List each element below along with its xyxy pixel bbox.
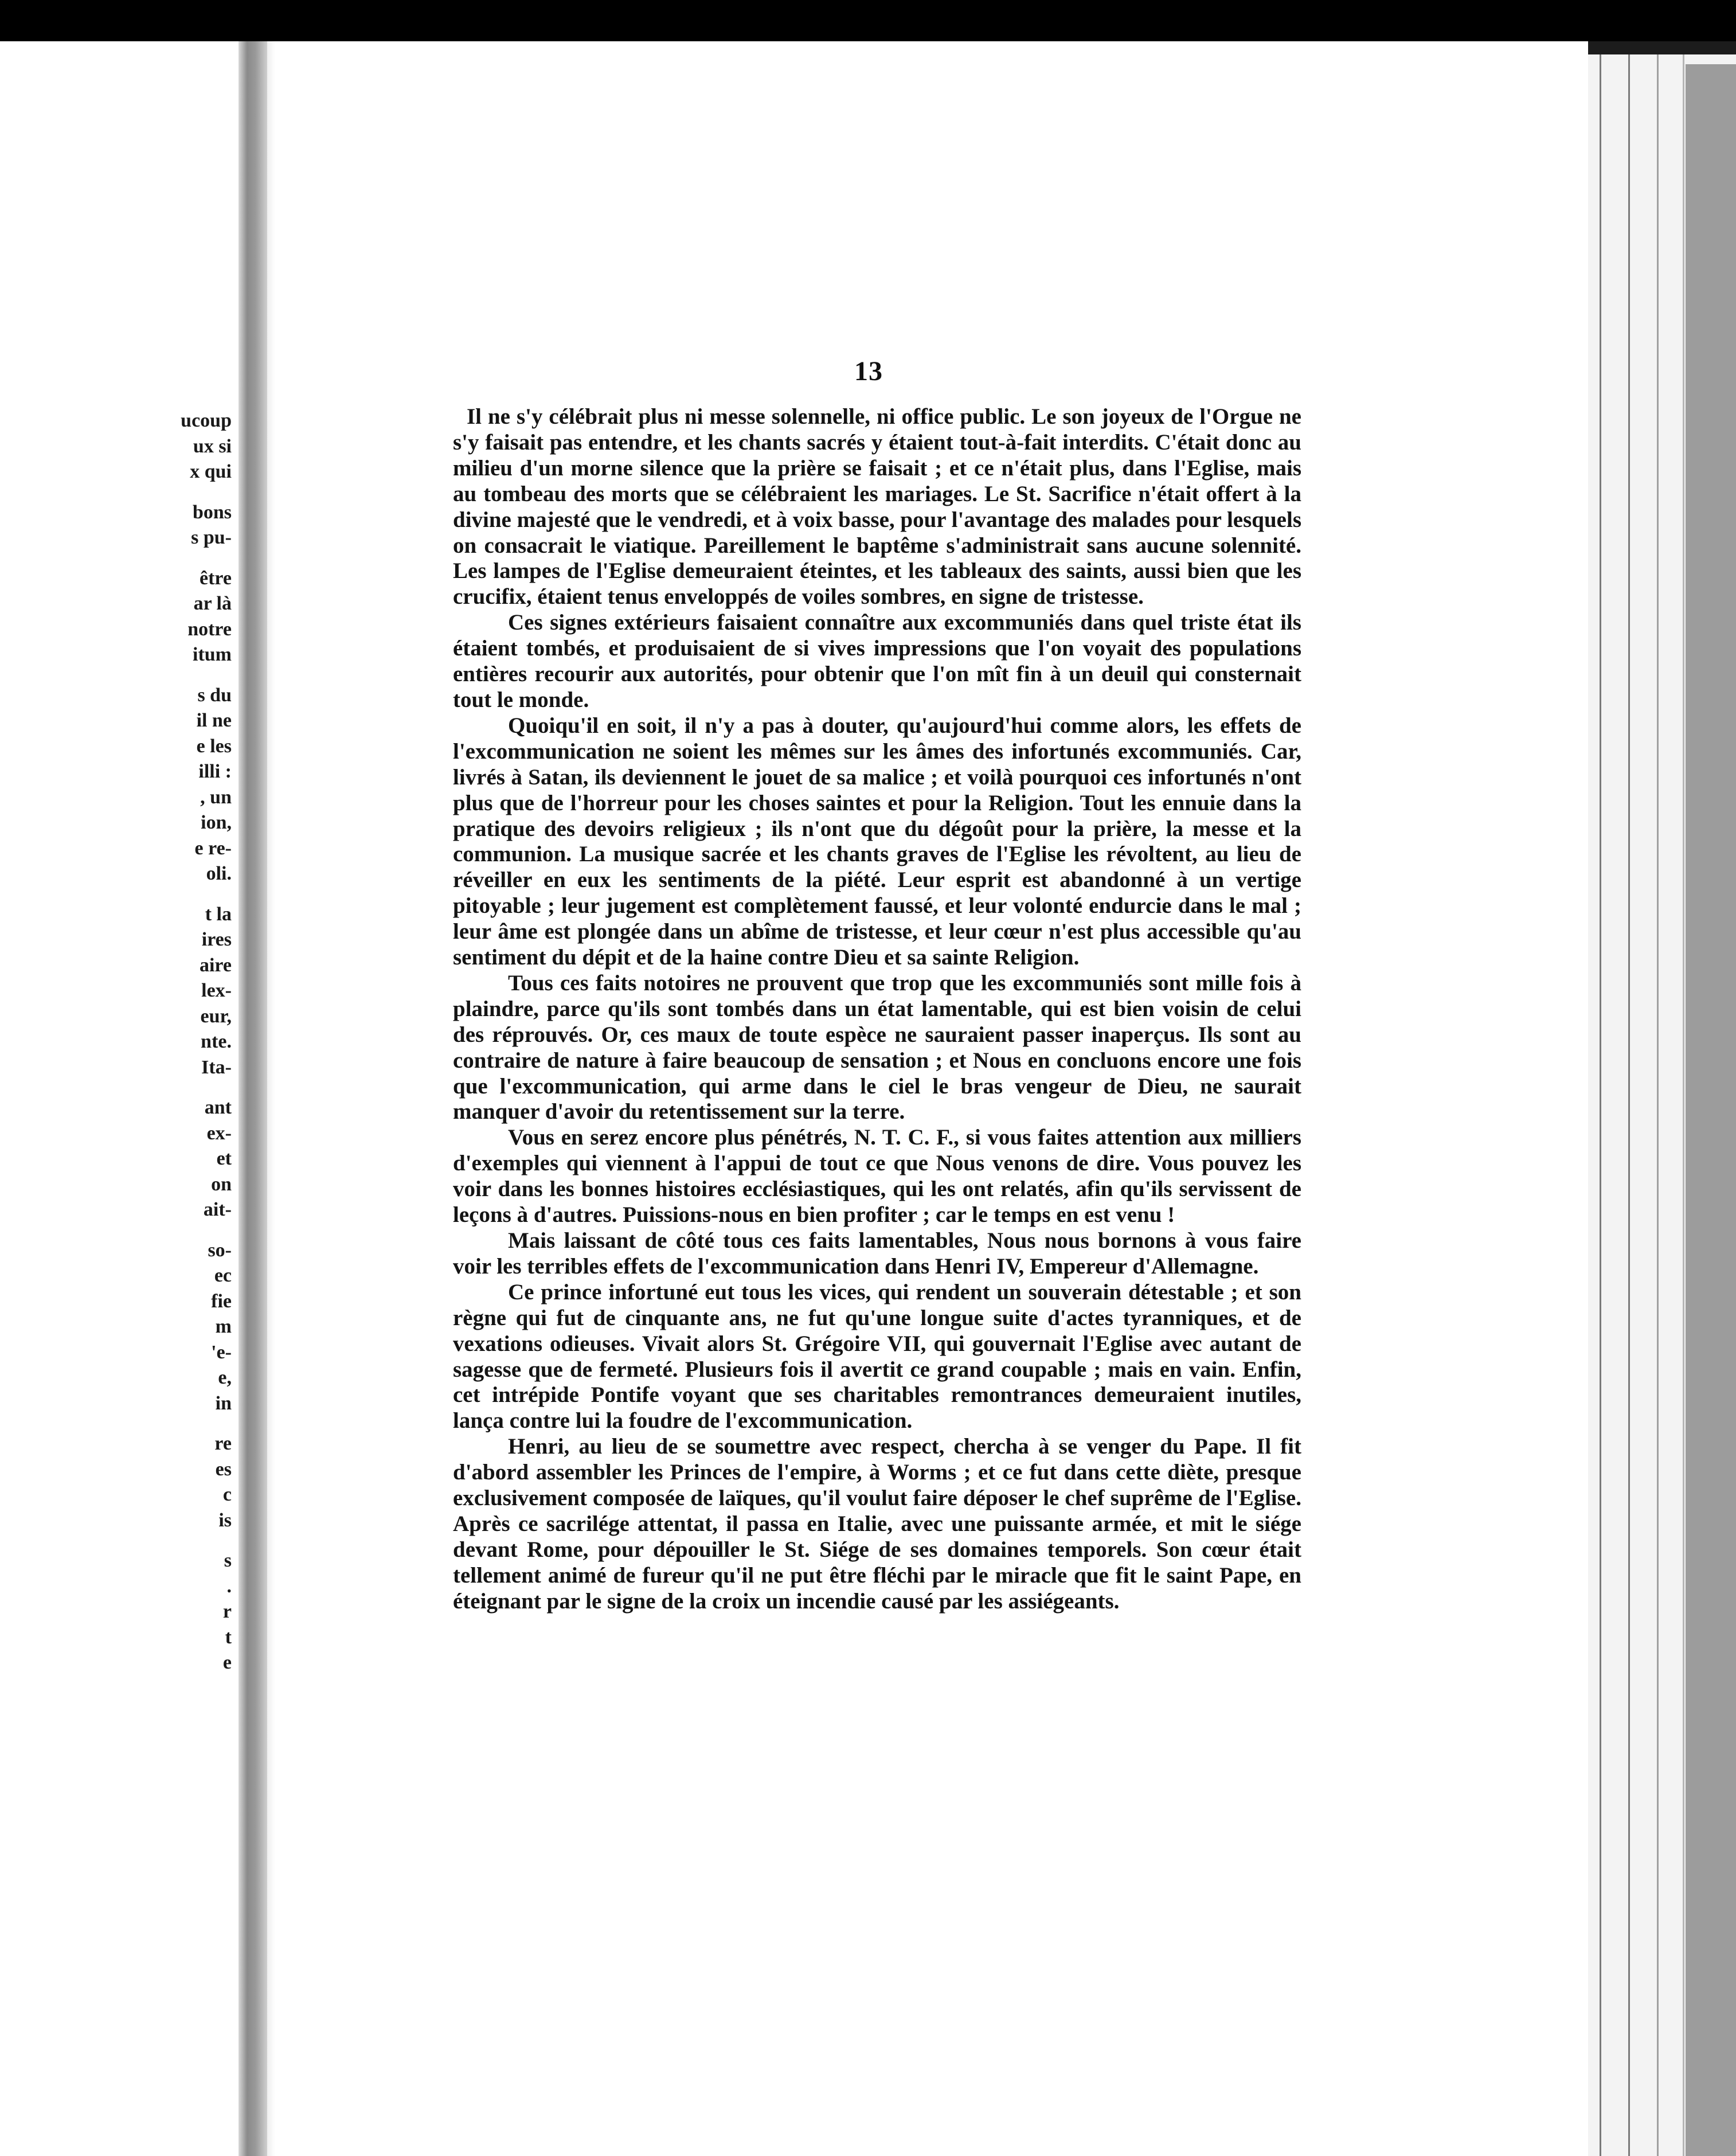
left-page-fragment: lex-	[201, 980, 232, 1001]
left-page-fragment: e re-	[194, 837, 232, 859]
page-number: 13	[854, 356, 883, 386]
left-page-fragment: illi :	[198, 761, 232, 782]
left-page-fragment: e,	[218, 1367, 232, 1388]
paragraph: Henri, au lieu de se soumettre avec respect, chercha à se venger du Pape. Il fit d'abord assembler les Princes de l'empire, à Worms ; et ce fut dans cette diète, presque exclusivement composée de laïques, qu'il voulut faire déposer le chef suprême de l'Eglise. Après ce sacrilége attentat, il passa en Italie, avec une puissante armée, et mit le siége devant Rome, pour dépouiller le St. Siége de ses domaines temporels. Son cœur était tellement animé de fureur qu'il ne put être fléchi par le miracle que fit le saint Pape, en éteignant par le signe de la croix un incendie causé par les assiégeants.	[453, 1434, 1301, 1614]
left-page-fragment: aire	[199, 954, 232, 976]
left-page-fragment: re	[214, 1433, 232, 1454]
left-page-fragment: être	[200, 567, 232, 589]
page-edge-line	[1657, 54, 1659, 2156]
left-page-fragment: es	[215, 1458, 232, 1480]
paragraph: Mais laissant de côté tous ces faits lamentables, Nous nous bornons à vous faire voir les terribles effets de l'excommunication dans Henri IV, Empereur d'Allemagne.	[453, 1228, 1301, 1279]
left-fragment-gap	[0, 485, 235, 500]
left-page-fragment: is	[218, 1509, 232, 1531]
left-fragment-gap	[0, 887, 235, 902]
paragraph: Tous ces faits notoires ne prouvent que trop que les excommuniés sont mille fois à plaindre, parce qu'ils sont tombés dans un état lamentable, qui est bien voisin de celui des réprouvés. Or, ces maux de toute espèce ne sauraient passer inaperçus. Ils sont au contraire de nature à faire beaucoup de sensation ; et Nous en concluons encore une fois que l'excommunication, qui arme dans le ciel le bras vengeur de Dieu, ne saurait manquer d'avoir du retentissement sur la terre.	[453, 970, 1301, 1124]
left-page-fragment: oli.	[206, 863, 232, 884]
left-page-fragment: nte.	[201, 1031, 232, 1052]
left-page-fragment: itum	[193, 644, 232, 665]
left-page-fragment: ait-	[203, 1199, 232, 1220]
left-fragment-gap	[0, 1533, 235, 1548]
left-fragment-gap	[0, 1223, 235, 1238]
left-page-fragment: in	[215, 1392, 232, 1414]
facing-left-page	[0, 41, 235, 2156]
left-fragment-gap	[0, 668, 235, 683]
left-page-fragment: e les	[196, 735, 232, 757]
body-text	[453, 404, 1301, 1615]
left-page-fragment: ec	[214, 1265, 232, 1286]
left-page-fragment: ux si	[193, 435, 232, 457]
left-page-fragment: fie	[211, 1290, 232, 1312]
left-page-fragment: ucoup	[181, 410, 232, 431]
paragraph: Quoiqu'il en soit, il n'y a pas à douter, qu'aujourd'hui comme alors, les effets de l'excommunication ne soient les mêmes sur les âmes des infortunés excommuniés. Car, livrés à Satan, ils deviennent le jouet de sa malice ; et voilà pourquoi ces infortunés n'ont plus que de l'horreur pour les choses saintes et pour la Religion. Tout les ennuie dans la pratique des devoirs religieux ; ils n'ont que du dégoût pour la prière, la messe et la communion. La musique sacrée et les chants graves de l'Eglise les révoltent, au lieu de réveiller en eux les sentiments de la piété. Leur esprit est abandonné à un vertige pitoyable ; leur jugement est complètement faussé, et leur volonté endurcie dans le mal ; leur âme est plongée dans un abîme de tristesse, et leur cœur n'est plus accessible qu'au sentiment du dépit et de la haine contre Dieu et sa sainte Religion.	[453, 713, 1301, 970]
left-page-text-fragments	[0, 408, 235, 1676]
paragraph: Ce prince infortuné eut tous les vices, qui rendent un souverain détestable ; et son règne qui fut de cinquante ans, ne fut qu'une longue suite d'actes tyranniques, et de vexations odieuses. Vivait alors St. Grégoire VII, qui gouvernait l'Eglise avec autant de sagesse que de fermeté. Plusieurs fois il avertit ce grand coupable ; mais en vain. Enfin, cet intrépide Pontife voyant que ses charitables remontrances demeuraient inutiles, lança contre lui la foudre de l'excommunication.	[453, 1279, 1301, 1434]
page-edge-line	[1683, 54, 1684, 2156]
left-page-fragment: t la	[205, 903, 232, 925]
left-page-fragment: ant	[204, 1097, 232, 1118]
page-edge-line	[1600, 54, 1601, 2156]
left-page-fragment: eur,	[200, 1005, 232, 1027]
gutter-edge	[267, 41, 275, 2156]
left-page-fragment: ion,	[201, 812, 232, 833]
paragraph: Vous en serez encore plus pénétrés, N. T. C. F., si vous faites attention aux milliers d'exemples qui viennent à l'appui de tout ce que Nous venons de dire. Vous pouvez les voir dans les bonnes histoires ecclésiastiques, qui les ont relatés, afin qu'ils servissent de leçons à d'autres. Puissions-nous en bien profiter ; car le temps en est venu !	[453, 1125, 1301, 1228]
left-page-fragment: , un	[200, 786, 232, 808]
left-page-fragment: ar là	[193, 593, 232, 614]
left-page-fragment: m	[215, 1316, 232, 1337]
paragraph: Il ne s'y célébrait plus ni messe solennelle, ni office public. Le son joyeux de l'Orgue ne s'y faisait pas entendre, et les chants sacrés y étaient tout-à-fait interdits. C'était donc au milieu d'un morne silence que la prière se faisait ; et ce n'était plus, dans l'Eglise, mais au tombeau des morts que se célébraient les mariages. Le St. Sacrifice n'était offert à la divine majesté que le vendredi, et à voix basse, pour l'avantage des malades pour lesquels on consacrait le viatique. Pareillement le baptême s'administrait sans aucune solennité. Les lampes de l'Eglise demeuraient éteintes, et les tableaux des saints, aussi bien que les crucifix, étaient tenus enveloppés de voiles sombres, en signe de tristesse.	[453, 404, 1301, 610]
left-page-fragment: s pu-	[191, 527, 232, 548]
left-page-fragment: s	[224, 1550, 232, 1571]
left-page-fragment: s du	[197, 684, 232, 706]
left-page-fragment: so-	[208, 1239, 232, 1261]
left-page-fragment: .	[226, 1575, 232, 1597]
page-stack-shadow	[1686, 64, 1736, 2156]
left-page-fragment: bons	[192, 501, 232, 523]
left-page-fragment: x qui	[190, 461, 232, 482]
left-page-fragment: e	[222, 1652, 232, 1673]
left-fragment-gap	[0, 1416, 235, 1431]
book-gutter-shadow	[238, 41, 267, 2156]
page-edge-line	[1628, 54, 1630, 2156]
scan-top-border	[0, 0, 1736, 41]
left-page-fragment: on	[211, 1173, 232, 1195]
left-page-fragment: ex-	[206, 1122, 232, 1144]
left-page-fragment: il ne	[196, 710, 232, 731]
left-page-fragment: 'e-	[211, 1341, 232, 1363]
left-page-fragment: Ita-	[201, 1056, 232, 1078]
left-page-fragment: t	[225, 1626, 232, 1648]
left-page-fragment: notre	[187, 618, 232, 640]
left-fragment-gap	[0, 551, 235, 566]
left-page-fragment: ires	[201, 929, 232, 950]
paragraph: Ces signes extérieurs faisaient connaître aux excommuniés dans quel triste état ils étaient tombés, et produisaient de si vives impressions que l'on voyait des populations entières recourir aux autorités, pour obtenir que l'on mît fin à un deuil qui consternait tout le monde.	[453, 610, 1301, 712]
left-fragment-gap	[0, 1080, 235, 1095]
left-page-fragment: r	[222, 1601, 232, 1622]
left-page-fragment: et	[216, 1148, 232, 1169]
left-page-fragment: c	[222, 1484, 232, 1505]
